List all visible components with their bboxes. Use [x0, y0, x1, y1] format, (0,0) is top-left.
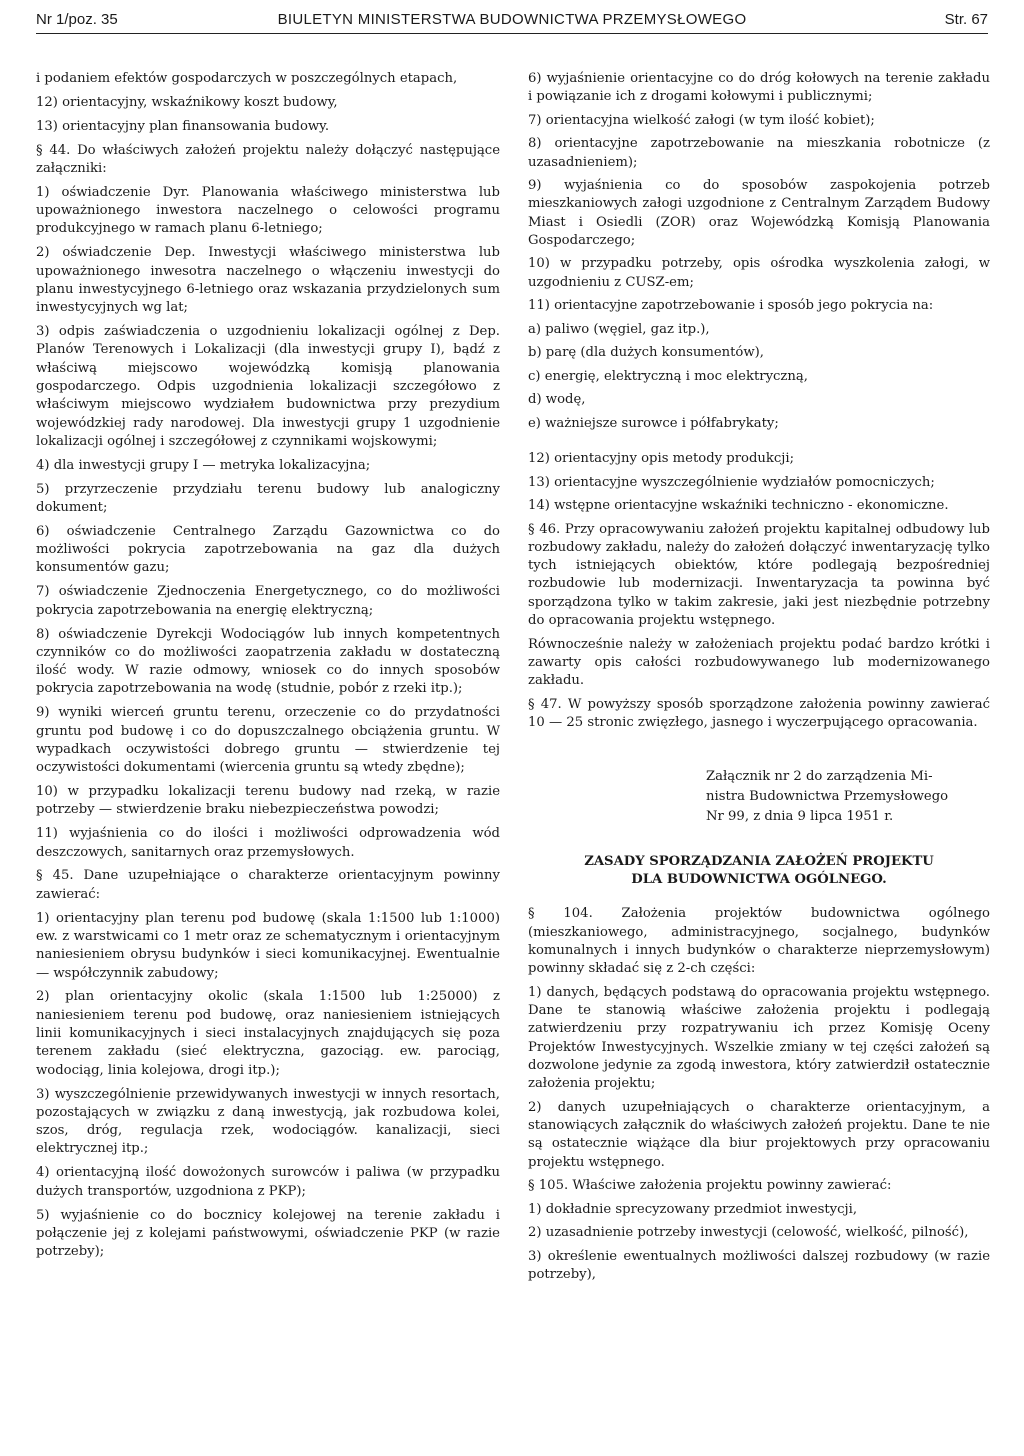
paragraph: 5) wyjaśnienie co do bocznicy kolejowej na terenie zakładu i połączenie jej z kolejami państwowymi, oświadczenie PKP (w razie potrzeby); [36, 1207, 500, 1260]
list-item: d) wodę, [528, 392, 586, 408]
paragraph: 12) orientacyjny opis metody produkcji; [528, 451, 795, 467]
section-46-heading: § 46. Przy opracowywaniu założeń projektu kapitalnej odbudowy lub rozbudowy zakładu, należy do założeń dołączyć inwentaryzację tylko tych istniejących obiektów, które podlegają bezpośredniej rozbudowie lub modernizacji. Inwentaryzacja ta powinna być sporządzona tylko w takim zakresie, jaki jest niezbędnie potrzebny do opracowania projektu wstępnego. [528, 521, 990, 629]
list-item: 1) dokładnie sprecyzowany przedmiot inwestycji, [528, 1201, 858, 1217]
paragraph: 11) orientacyjne zapotrzebowanie i sposób jego pokrycia na: [528, 298, 934, 314]
paragraph: 13) orientacyjny plan finansowania budowy. [36, 118, 330, 134]
paragraph: 2) plan orientacyjny okolic (skala 1:1500 lub 1:25000) z naniesieniem terenu pod budowę, oraz naniesieniem istniejących linii komunikacyjnych i sieci instalacyjnych znajdujących się poza terenem zakładu (sieć elektryczna, gazociąg. ew. parociąg, wodociąg, linia kolejowa, drogi itp.); [36, 989, 500, 1078]
paragraph: 2) danych uzupełniających o charakterze orientacyjnym, a stanowiących załącznik do właściwych założeń projektu. Dane te nie są ostatecznie wiążące dla biur projektowych przy opracowaniu projektu wstępnego. [528, 1099, 990, 1170]
section-47-heading: § 47. W powyższy sposób sporządzone założenia powinny zawierać 10 — 25 stronic zwięzłego, jasnego i wyczerpującego opracowania. [528, 696, 990, 730]
paragraph: 4) orientacyjną ilość dowożonych surowców i paliwa (w przypadku dużych transportów, uzgodniona z PKP); [36, 1165, 500, 1199]
paragraph: 12) orientacyjny, wskaźnikowy koszt budowy, [36, 94, 338, 110]
paragraph: 6) wyjaśnienie orientacyjne co do dróg kołowych na terenie zakładu i powiązanie ich z drogami kołowymi i publicznymi; [528, 71, 990, 105]
section-45-heading: § 45. Dane uzupełniające o charakterze orientacyjnym powinny zawierać: [36, 868, 500, 902]
paragraph: 10) w przypadku potrzeby, opis ośrodka wyszkolenia załogi, w uzgodnieniu z CUSZ-em; [528, 256, 990, 290]
page-header [36, 9, 988, 34]
section-105-heading: § 105. Właściwe założenia projektu powinny zawierać: [528, 1178, 892, 1194]
paragraph: 3) wyszczególnienie przewidywanych inwestycji w innych resortach, pozostających w związku z daną inwestycją, jak rozbudowa kolei, szos, dróg, regulacja rzek, wodociągów. kanalizacji, sieci elektrycznej itp.; [36, 1086, 500, 1157]
paragraph: Równocześnie należy w założeniach projektu podać bardzo krótki i zawarty opis całości rozbudowywanego lub modernizowanego zakładu. [528, 636, 990, 689]
list-item: e) ważniejsze surowce i półfabrykaty; [528, 415, 779, 431]
page-number: Str. 67 [944, 11, 988, 28]
annex-line: nistra Budownictwa Przemysłowego [706, 789, 949, 805]
journal-title: BIULETYN MINISTERSTWA BUDOWNICTWA PRZEMYSŁOWEGO [277, 11, 747, 28]
list-item: c) energię, elektryczną i moc elektryczną, [528, 368, 808, 384]
paragraph: 14) wstępne orientacyjne wskaźniki techniczno - ekonomiczne. [528, 498, 949, 514]
list-item: b) parę (dla dużych konsumentów), [528, 345, 764, 361]
list-item: a) paliwo (węgiel, gaz itp.), [528, 321, 710, 337]
paragraph: 1) orientacyjny plan terenu pod budowę (skala 1:1500 lub 1:1000) ew. z warstwicami co 1 metr oraz ze schematycznym i orientacyjnym naniesieniem obrysu budynków i sieci komunikacyjnej. Ewentualnie — współczynnik zabudowy; [36, 910, 500, 981]
paragraph: 9) wyniki wierceń gruntu terenu, orzeczenie co do przydatności gruntu pod budowę i co do dopuszczalnego obciążenia gruntu. W wypadkach oczywistości dobrego gruntu — stwierdzenie tej oczywistości dokumentami (wiercenia gruntu są wtedy zbędne); [36, 705, 500, 776]
section-44-heading: § 44. Do właściwych założeń projektu należy dołączyć następujące załączniki: [36, 142, 500, 176]
paragraph: 9) wyjaśnienia co do sposobów zaspokojenia potrzeb mieszkaniowych załogi uzgodnione z Centralnym Zarządem Budowy Miast i Osiedli (ZOR) oraz Wojewódzką Komisją Planowania Gospodarczego; [528, 178, 990, 248]
paragraph: i podaniem efektów gospodarczych w poszczególnych etapach, [36, 71, 458, 86]
list-item: 2) uzasadnienie potrzeby inwestycji (celowość, wielkość, pilność), [528, 1225, 969, 1241]
paragraph: 4) dla inwestycji grupy I — metryka lokalizacyjna; [36, 457, 371, 473]
paragraph: 3) odpis zaświadczenia o uzgodnieniu lokalizacji ogólnej z Dep. Planów Terenowych i Lokalizacji (dla inwestycji grupy I), bądź z właściwą miejscowo wojewódzką komisją planowania gospodarczego. Odpis uzgodnienia lokalizacji szczegółowo z właściwym miejscowo wydziałem budownictwa przy prezydium wojewódzkiej rady narodowej. Dla inwestycji grupy 1 uzgodnienie lokalizacji ogólnej i szczegółowej z czynnikami wojskowymi; [36, 324, 500, 449]
paragraph: 13) orientacyjne wyszczególnienie wydziałów pomocniczych; [528, 474, 935, 490]
section-title [528, 853, 990, 889]
paragraph: 8) oświadczenie Dyrekcji Wodociągów lub innych kompetentnych czynników co do możliwości zaopatrzenia zakładu w dostateczną ilość wody. W razie odmowy, wniosek co do innych sposobów pokrycia zapotrzebowania na wodę (studnie, pobór z rzeki itp.); [36, 626, 500, 697]
section-title-line: ZASADY SPORZĄDZANIA ZAŁOŻEŃ PROJEKTU [584, 854, 934, 870]
paragraph: 7) oświadczenie Zjednoczenia Energetycznego, co do możliwości pokrycia zapotrzebowania na energię elektryczną; [36, 584, 500, 618]
section-104-heading: § 104. Założenia projektów budownictwa ogólnego (mieszkaniowego, administracyjnego, socjalnego, budynków komunalnych i innych budynków o charakterze nieprzemysłowym) powinny składać się z 2-ch części: [528, 906, 990, 977]
annex-line: Nr 99, z dnia 9 lipca 1951 r. [706, 809, 894, 825]
list-item: 3) określenie ewentualnych możliwości dalszej rozbudowy (w razie potrzeby), [528, 1248, 990, 1282]
section-title-line: DLA BUDOWNICTWA OGÓLNEGO. [631, 872, 887, 888]
paragraph: 1) oświadczenie Dyr. Planowania właściwego ministerstwa lub upoważnionego inwestora naczelnego o celowości programu produkcyjnego w ramach planu 6-letniego; [36, 184, 500, 237]
paragraph: 2) oświadczenie Dep. Inwestycji właściwego ministerstwa lub upoważnionego inwesotra naczelnego o włączeniu inwestycji do planu inwestycyjnego 6-letniego oraz wskazania przydzielonych sum inwestycyjnych wg lat; [36, 245, 500, 316]
paragraph: 6) oświadczenie Centralnego Zarządu Gazownictwa co do możliwości pokrycia zapotrzebowania na gaz dla dużych konsumentów gazu; [36, 523, 500, 576]
left-column [36, 70, 500, 1267]
paragraph: 8) orientacyjne zapotrzebowanie na mieszkania robotnicze (z uzasadnieniem); [528, 136, 990, 170]
right-column [528, 70, 990, 1289]
annex-note [706, 767, 990, 827]
annex-line: Załącznik nr 2 do zarządzenia Mi- [706, 769, 933, 785]
issue-number: Nr 1/poz. 35 [36, 11, 118, 28]
paragraph: 7) orientacyjna wielkość załogi (w tym ilość kobiet); [528, 112, 875, 128]
paragraph: 10) w przypadku lokalizacji terenu budowy nad rzeką, w razie potrzeby — stwierdzenie braku niebezpieczeństwa powodzi; [36, 784, 500, 818]
paragraph: 5) przyrzeczenie przydziału terenu budowy lub analogiczny dokument; [36, 481, 500, 515]
paragraph: 11) wyjaśnienia co do ilości i możliwości odprowadzenia wód deszczowych, sanitarnych oraz przemysłowych. [36, 826, 500, 860]
paragraph: 1) danych, będących podstawą do opracowania projektu wstępnego. Dane te stanowią właściwe założenia projektu i podlegają zatwierdzeniu przy rozpatrywaniu ich przez Komisję Oceny Projektów Inwestycyjnych. Wszelkie zmiany w tej części założeń są dozwolone jedynie za zgodą inwestora, który zatwierdził ostatecznie założenia projektu; [528, 984, 990, 1092]
